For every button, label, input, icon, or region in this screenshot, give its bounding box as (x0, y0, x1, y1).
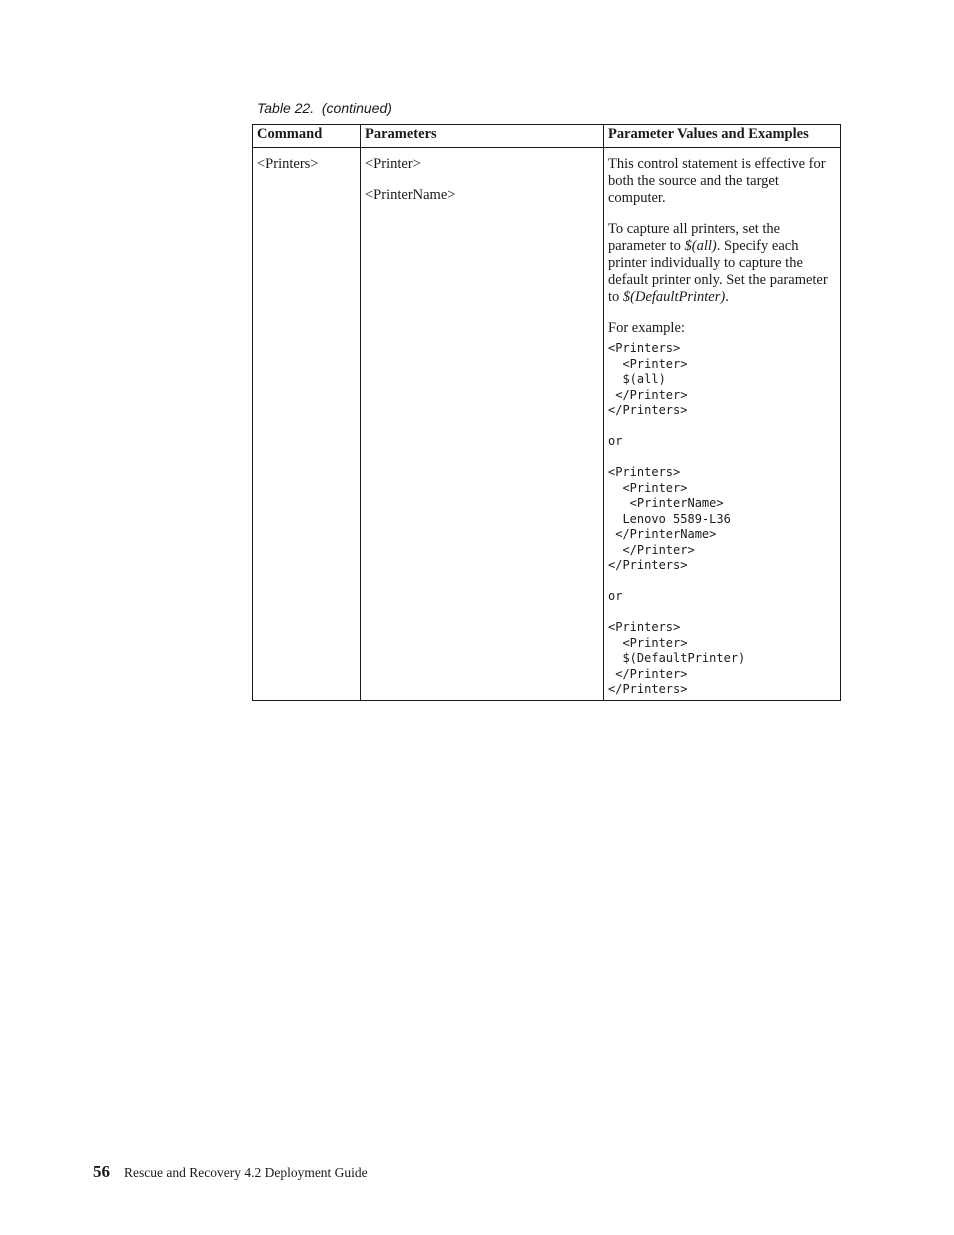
value-all: $(all) (684, 238, 717, 254)
header-values: Parameter Values and Examples (604, 125, 841, 148)
table-header-row (253, 125, 841, 148)
code-spacer (608, 419, 836, 435)
code-spacer (608, 450, 836, 466)
code-example-default-printer: <Printers> <Printer> $(DefaultPrinter) </Printer> </Printers> (608, 620, 746, 696)
page-number: 56 (93, 1162, 110, 1181)
example-intro: For example: (608, 320, 685, 336)
parameters-cell (361, 148, 604, 701)
code-spacer (608, 574, 836, 590)
table-row (253, 148, 841, 701)
code-spacer (608, 605, 836, 621)
table-number: Table 22. (257, 100, 315, 116)
document-title: Rescue and Recovery 4.2 Deployment Guide (124, 1165, 368, 1180)
table-continued: (continued) (321, 100, 392, 116)
parameter-printer-name: <PrinterName> (365, 187, 456, 203)
description-paragraph: This control statement is effective for both the source and the target computer. (608, 156, 826, 206)
capture-text-2: . Specify each printer individually to capture the default printer only. Set the parameter to (608, 238, 828, 305)
code-example-all: <Printers> <Printer> $(all) </Printer> </Printers> (608, 341, 688, 417)
code-example-printer-name: <Printers> <Printer> <PrinterName> Lenovo 5589-L36 </PrinterName> </Printer> </Printers> (608, 465, 731, 572)
header-parameters: Parameters (361, 125, 604, 148)
command-cell (253, 148, 361, 701)
command-name: <Printers> (257, 156, 319, 172)
header-command: Command (253, 125, 361, 148)
code-or-1: or (608, 434, 623, 448)
page-footer (93, 1162, 368, 1183)
capture-text-1: To capture all printers, set the parameter to (608, 221, 781, 254)
value-default-printer: $(DefaultPrinter) (622, 289, 726, 305)
capture-text-3: . (725, 289, 729, 305)
code-or-2: or (608, 589, 623, 603)
printers-table (252, 124, 841, 701)
parameter-printer: <Printer> (365, 156, 421, 172)
capture-paragraph (608, 221, 836, 306)
values-cell (604, 148, 841, 701)
table-caption (257, 99, 392, 117)
